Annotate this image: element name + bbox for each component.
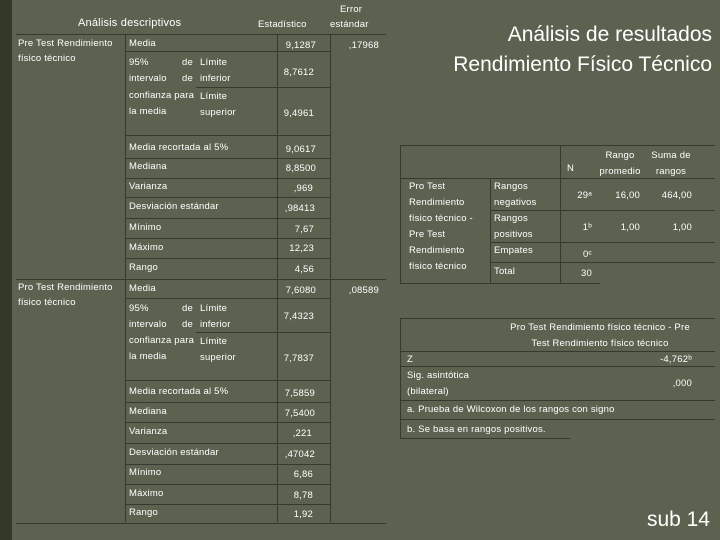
- col-mean-rank-header-2: promedio: [599, 166, 641, 177]
- row-label: Rango: [129, 507, 158, 518]
- ci-label: de: [182, 319, 193, 330]
- row-value: 12,23: [289, 243, 314, 254]
- ci-label: confianza para: [129, 90, 195, 101]
- row-label: Máximo: [129, 488, 164, 499]
- row-value: 8,8500: [285, 163, 316, 174]
- row-value: 7,67: [294, 224, 314, 235]
- row-value: 9,4961: [283, 108, 314, 119]
- ranks-label-line: físico técnico: [409, 261, 467, 272]
- row-label: Mínimo: [129, 467, 162, 478]
- ci-label: inferior: [200, 319, 231, 330]
- row-label: Media: [129, 283, 156, 294]
- ci-label: la media: [129, 106, 167, 117]
- ci-label: intervalo: [129, 319, 167, 330]
- col-error-header-1: Error: [340, 4, 363, 15]
- ci-label: de: [182, 57, 193, 68]
- row-label: Mínimo: [129, 222, 162, 233]
- rank-row-name: Empates: [494, 245, 533, 256]
- row-value: 7,6080: [285, 285, 316, 296]
- rank-row-sum: 1,00: [672, 222, 692, 233]
- row-value: 6,86: [293, 469, 313, 480]
- ci-label: Límite: [200, 57, 228, 68]
- rank-row-name: negativos: [494, 197, 537, 208]
- group-label-line-2: físico técnico: [18, 53, 76, 64]
- row-value: 8,78: [293, 490, 313, 501]
- ci-label: Límite: [200, 336, 228, 347]
- row-value: 1,92: [293, 509, 313, 520]
- row-label: Máximo: [129, 242, 164, 253]
- row-label: Mediana: [129, 161, 167, 172]
- test-header-line-2: Test Rendimiento físico técnico: [531, 338, 669, 349]
- row-value: ,47042: [284, 449, 315, 460]
- rank-row-n: 29ᵃ: [577, 190, 592, 201]
- ci-label: 95%: [129, 303, 149, 314]
- row-std-error: ,08589: [348, 285, 379, 296]
- ci-label: Límite: [200, 303, 228, 314]
- rank-row-name: positivos: [494, 229, 533, 240]
- ranks-label-line: físico técnico -: [409, 213, 473, 224]
- ci-label: superior: [200, 352, 236, 363]
- row-value: 7,5859: [284, 388, 315, 399]
- row-label: Varianza: [129, 426, 168, 437]
- descriptives-caption: Análisis descriptivos: [78, 17, 182, 29]
- rank-row-name: Rangos: [494, 213, 528, 224]
- ci-label: 95%: [129, 57, 149, 68]
- row-label: Mediana: [129, 406, 167, 417]
- col-sum-rank-header-2: rangos: [655, 166, 687, 177]
- group-label-line-1: Pro Test Rendimiento: [18, 282, 113, 293]
- ranks-label-line: Rendimiento: [409, 245, 465, 256]
- test-header-line-1: Pro Test Rendimiento físico técnico - Pre: [510, 322, 690, 333]
- row-value: 8,7612: [283, 67, 314, 78]
- ci-label: de: [182, 303, 193, 314]
- ci-label: intervalo: [129, 73, 167, 84]
- ci-label: Límite: [200, 91, 228, 102]
- col-error-header-2: estándar: [330, 19, 369, 30]
- col-sum-rank-header-1: Suma de: [651, 150, 691, 161]
- rank-row-n: 0ᶜ: [582, 249, 592, 260]
- row-value: ,98413: [284, 203, 315, 214]
- ranks-label-line: Rendimiento: [409, 197, 465, 208]
- rank-row-n: 30: [581, 268, 592, 279]
- col-n-header: N: [567, 163, 575, 174]
- row-value: 7,4323: [283, 311, 314, 322]
- row-value: 9,1287: [285, 40, 316, 51]
- rank-row-name: Rangos: [494, 181, 528, 192]
- footnote-a: a. Prueba de Wilcoxon de los rangos con signo: [407, 404, 615, 415]
- row-label: Media: [129, 38, 156, 49]
- footnote-b: b. Se basa en rangos positivos.: [407, 424, 546, 435]
- col-mean-rank-header-1: Rango: [605, 150, 635, 161]
- rank-row-name: Total: [494, 266, 516, 277]
- ranks-label-line: Pro Test: [409, 181, 446, 192]
- row-value: ,969: [293, 183, 313, 194]
- row-value: 7,7837: [283, 353, 314, 364]
- slide-title: [453, 20, 712, 80]
- ci-label: confianza para: [129, 335, 195, 346]
- slide-number: sub 14: [646, 508, 710, 531]
- row-value: 9,0617: [285, 144, 316, 155]
- rank-row-mean: 1,00: [620, 222, 640, 233]
- rank-row-sum: 464,00: [661, 190, 692, 201]
- ci-label: de: [182, 73, 193, 84]
- row-label: Media recortada al 5%: [129, 386, 229, 397]
- ci-label: la media: [129, 351, 167, 362]
- sig-label-line-2: (bilateral): [407, 386, 449, 397]
- row-std-error: ,17968: [348, 40, 379, 51]
- z-value: -4,762ᵇ: [660, 354, 692, 365]
- row-label: Desviación estándar: [129, 201, 219, 212]
- row-value: ,221: [292, 428, 312, 439]
- row-value: 4,56: [294, 264, 314, 275]
- title-line-2: Rendimiento Físico Técnico: [453, 53, 712, 76]
- row-label: Desviación estándar: [129, 447, 219, 458]
- z-label: Z: [407, 354, 414, 365]
- ci-label: inferior: [200, 73, 231, 84]
- ci-label: superior: [200, 107, 236, 118]
- ranks-label-line: Pre Test: [409, 229, 446, 240]
- group-label-line-2: físico técnico: [18, 297, 76, 308]
- row-label: Media recortada al 5%: [129, 142, 229, 153]
- rank-row-n: 1ᵇ: [582, 222, 592, 233]
- rank-row-mean: 16,00: [615, 190, 640, 201]
- col-statistic-header: Estadístico: [258, 19, 307, 30]
- row-label: Varianza: [129, 181, 168, 192]
- row-label: Rango: [129, 262, 158, 273]
- left-accent-bar: [0, 0, 12, 540]
- sig-value: ,000: [672, 378, 692, 389]
- row-value: 7,5400: [284, 408, 315, 419]
- title-line-1: Análisis de resultados: [507, 23, 712, 46]
- group-label-line-1: Pre Test Rendimiento: [18, 38, 113, 49]
- sig-label-line-1: Sig. asintótica: [407, 370, 470, 381]
